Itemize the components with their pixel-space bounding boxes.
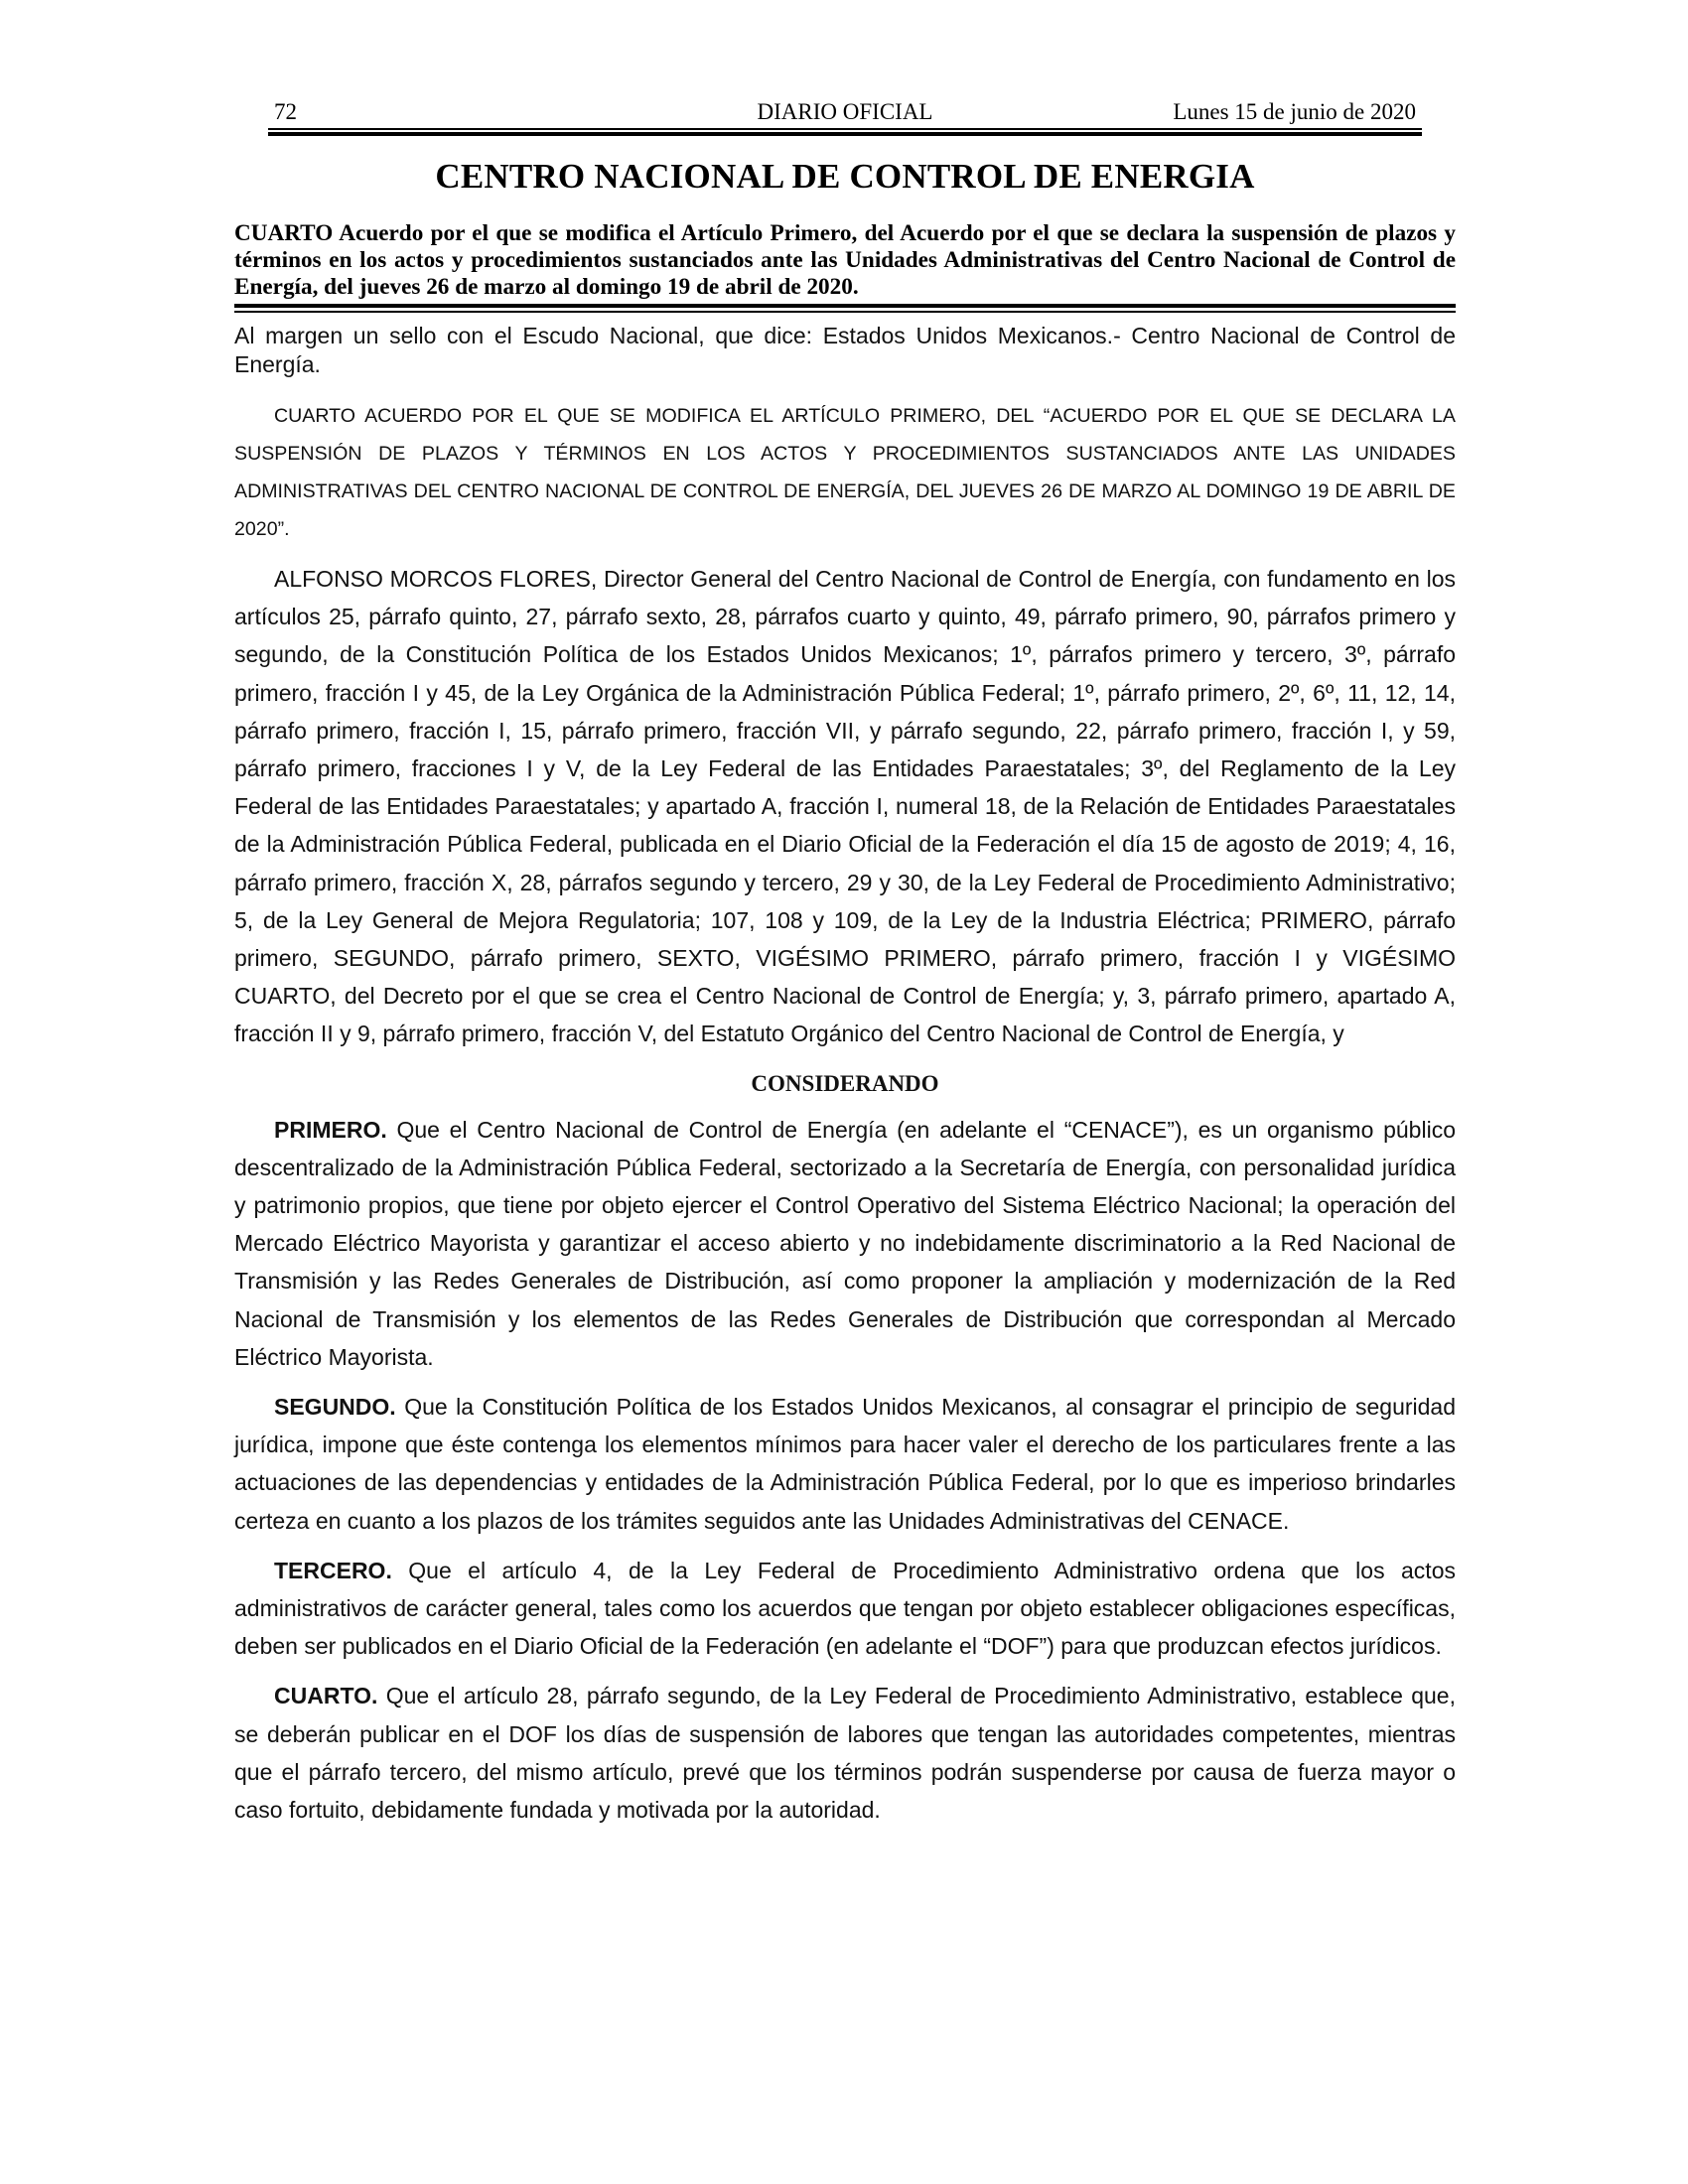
page-number: 72: [274, 99, 297, 124]
title-rule-thick: [234, 304, 1456, 308]
title-rule-thin: [234, 311, 1456, 313]
considerando-tercero: [234, 1552, 1456, 1666]
publication-date: Lunes 15 de junio de 2020: [1173, 99, 1416, 124]
considerando-label: TERCERO.: [274, 1557, 392, 1583]
considerando-text: Que la Constitución Política de los Estados Unidos Mexicanos, al consagrar el principio de seguridad jurídica, impone que éste contenga los elementos mínimos para hacer valer el derecho de los particulares frente a las actuaciones de las dependencias y entidades de la Administración Pública Federal, por lo que es imperioso brindarles certeza en cuanto a los plazos de los trámites seguidos ante las Unidades Administrativas del CENACE.: [234, 1394, 1456, 1534]
margin-note: Al margen un sello con el Escudo Nacional, que dice: Estados Unidos Mexicanos.- Centro Nacional de Control de Energía.: [234, 323, 1456, 377]
document-title: CUARTO Acuerdo por el que se modifica el Artículo Primero, del Acuerdo por el que se declara la suspensión de plazos y términos en los actos y procedimientos sustanciados ante las Unidades Administrativas del Centro Nacional de Control de Energía, del jueves 26 de marzo al domingo 19 de abril de 2020.: [234, 220, 1456, 300]
header-rule-thick: [268, 132, 1422, 136]
publication-name: DIARIO OFICIAL: [757, 99, 933, 124]
considerando-cuarto: [234, 1677, 1456, 1829]
considerando-label: PRIMERO.: [274, 1116, 387, 1143]
considerando-text: Que el artículo 28, párrafo segundo, de la Ley Federal de Procedimiento Administrativo, establece que, se deberán publicar en el DOF los días de suspensión de labores que tengan las autoridades competentes, mientras que el párrafo tercero, del mismo artículo, prevé que los términos podrán suspenderse por causa de fuerza mayor o caso fortuito, debidamente fundada y motivada por la autoridad.: [234, 1683, 1456, 1824]
considerando-primero: [234, 1111, 1456, 1376]
considerando-segundo: [234, 1388, 1456, 1540]
considerando-text: Que el artículo 4, de la Ley Federal de Procedimiento Administrativo ordena que los actos administrativos de carácter general, tales como los acuerdos que tengan por objeto establecer obligaciones específicas, deben ser publicados en el Diario Oficial de la Federación (en adelante el “DOF”) para que produzcan efectos jurídicos.: [234, 1557, 1456, 1660]
considerando-label: SEGUNDO.: [274, 1394, 396, 1421]
organism-heading: CENTRO NACIONAL DE CONTROL DE ENERGIA: [435, 157, 1255, 196]
section-heading: CONSIDERANDO: [751, 1070, 939, 1096]
running-header: [268, 95, 1422, 129]
header-rule-thin: [268, 128, 1422, 130]
considerando-text: Que el Centro Nacional de Control de Energía (en adelante el “CENACE”), es un organismo público descentralizado de la Administración Pública Federal, sectorizado a la Secretaría de Energía, con personalidad jurídica y patrimonio propios, que tiene por objeto ejercer el Control Operativo del Sistema Eléctrico Nacional; la operación del Mercado Eléctrico Mayorista y garantizar el acceso abierto y no indebidamente discriminatorio a la Red Nacional de Transmisión y las Redes Generales de Distribución, así como proponer la ampliación y modernización de la Red Nacional de Transmisión y los elementos de las Redes Generales de Distribución que correspondan al Mercado Eléctrico Mayorista.: [234, 1116, 1456, 1370]
caps-title: CUARTO ACUERDO POR EL QUE SE MODIFICA EL ARTÍCULO PRIMERO, DEL “ACUERDO POR EL QUE SE DECLARA LA SUSPENSIÓN DE PLAZOS Y TÉRMINOS EN LOS ACTOS Y PROCEDIMIENTOS SUSTANCIADOS ANTE LAS UNIDADES ADMINISTRATIVAS DEL CENTRO NACIONAL DE CONTROL DE ENERGÍA, DEL JUEVES 26 DE MARZO AL DOMINGO 19 DE ABRIL DE 2020”.: [234, 405, 1456, 540]
preamble-paragraph: ALFONSO MORCOS FLORES, Director General del Centro Nacional de Control de Energía, con fundamento en los artículos 25, párrafo quinto, 27, párrafo sexto, 28, párrafos cuarto y quinto, 49, párrafo primero, 90, párrafos primero y segundo, de la Constitución Política de los Estados Unidos Mexicanos; 1º, párrafos primero y tercero, 3º, párrafo primero, fracción I y 45, de la Ley Orgánica de la Administración Pública Federal; 1º, párrafo primero, 2º, 6º, 11, 12, 14, párrafo primero, fracción I, 15, párrafo primero, fracción VII, y párrafo segundo, 22, párrafo primero, fracción I, y 59, párrafo primero, fracciones I y V, de la Ley Federal de las Entidades Paraestatales; 3º, del Reglamento de la Ley Federal de las Entidades Paraestatales; y apartado A, fracción I, numeral 18, de la Relación de Entidades Paraestatales de la Administración Pública Federal, publicada en el Diario Oficial de la Federación el día 15 de agosto de 2019; 4, 16, párrafo primero, fracción X, 28, párrafos segundo y tercero, 29 y 30, de la Ley Federal de Procedimiento Administrativo; 5, de la Ley General de Mejora Regulatoria; 107, 108 y 109, de la Ley de la Industria Eléctrica; PRIMERO, párrafo primero, SEGUNDO, párrafo primero, SEXTO, VIGÉSIMO PRIMERO, párrafo primero, fracción I y VIGÉSIMO CUARTO, del Decreto por el que se crea el Centro Nacional de Control de Energía; y, 3, párrafo primero, apartado A, fracción II y 9, párrafo primero, fracción V, del Estatuto Orgánico del Centro Nacional de Control de Energía, y: [234, 566, 1456, 1047]
considerando-label: CUARTO.: [274, 1683, 378, 1709]
document-body: [234, 318, 1456, 1829]
